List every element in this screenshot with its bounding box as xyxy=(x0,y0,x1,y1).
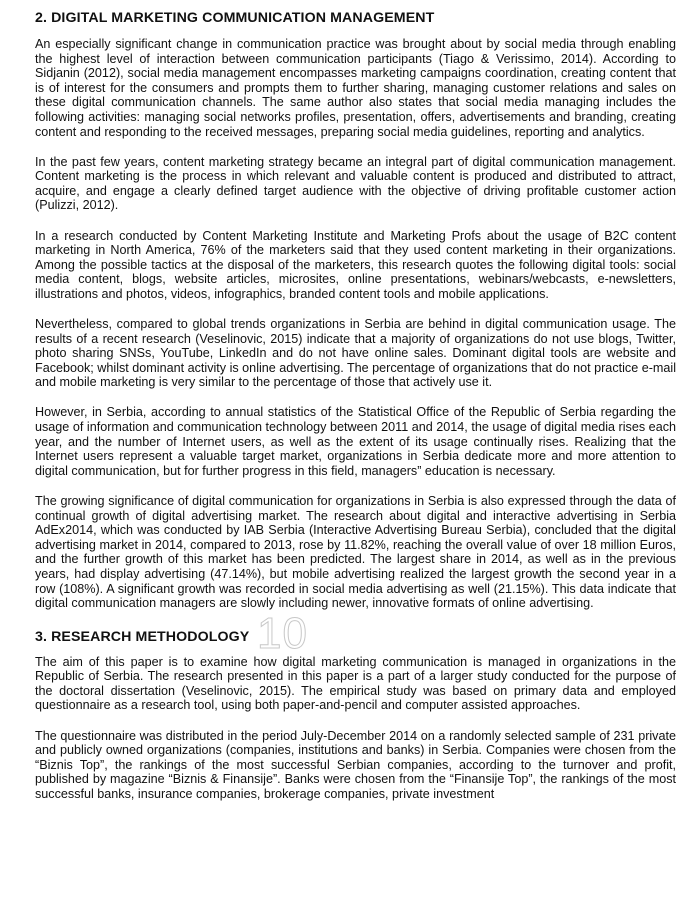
section-2-paragraph-4: Nevertheless, compared to global trends organizations in Serbia are behind in digital communication usage. The results of a recent research (Veselinovic, 2015) indicate that a majority of organizations do not use blogs, Twitter, photo sharing SNSs, YouTube, LinkedIn and do not have online sales. Dominant digital tools are website and Facebook; whilst dominant activity is online advertising. The percentage of organizations that do not practice e-mail and mobile marketing is very similar to the percentage of those that actively use it. xyxy=(35,317,676,390)
section-3-paragraph-2: The questionnaire was distributed in the period July-December 2014 on a randomly selected sample of 231 private and publicly owned organizations (companies, institutions and banks) in Serbia. Companies were chosen from the “Biznis Top”, the rankings of the most successful Serbian companies, according to the turnover and profit, published by magazine “Biznis & Finansije”. Banks were chosen from the “Finansije Top”, the rankings of the most successful banks, insurance companies, brokerage companies, private investment xyxy=(35,728,676,801)
section-2-paragraph-2: In the past few years, content marketing strategy became an integral part of digital communication management. Content marketing is the process in which relevant and valuable content is produced and distributed to attract, acquire, and engage a clearly defined target audience with the objective of driving profitable customer action (Pulizzi, 2012). xyxy=(35,154,676,213)
section-2-paragraph-6: The growing significance of digital communication for organizations in Serbia is also expressed through the data of continual growth of digital advertising market. The research about digital and interactive advertising in Serbia AdEx2014, which was conducted by IAB Serbia (Interactive Advertising Bureau Serbia), concluded that the digital advertising market in 2014, compared to 2013, rose by 11.82%, reaching the overall value of over 18 million Euros, and the further growth of this market has been predicted. The largest share in 2014, as well as in the previous years, had display advertising (47.14%), but mobile advertising realized the largest growth the second year in a row (108%). A significant growth was recorded in social media advertising as well (21.15%). This data indicate that digital communication managers are slowly including newer, innovative formats of online advertising. xyxy=(35,493,676,611)
section-2-paragraph-5: However, in Serbia, according to annual statistics of the Statistical Office of the Republic of Serbia regarding the usage of information and communication technology between 2011 and 2014, the usage of digital media rises each year, and the number of Internet users, as well as the extent of its usage continually rises. Realizing that the Internet users represent a valuable target market, organizations in Serbia dedicate more and more attention to digital communication, but for further progress in this field, managers” education is necessary. xyxy=(35,405,676,478)
section-2-paragraph-1: An especially significant change in communication practice was brought about by social media through enabling the highest level of interaction between communication participants (Tiago & Verissimo, 2014). According to Sidjanin (2012), social media management encompasses marketing campaigns coordination, creating content that is of interest for the consumers and prompts them to further sharing, managing customer relations and sales on these digital communication channels. The same author also states that social media managing includes the following activities: managing social networks profiles, presentation, offers, advertisements and branding, creating content and responding to the received messages, preparing social media guidelines, reporting and analytics. xyxy=(35,37,676,139)
section-3-heading-row xyxy=(35,608,676,658)
section-3-paragraph-1: The aim of this paper is to examine how digital marketing communication is managed in organizations in the Republic of Serbia. The research presented in this paper is a part of a larger study conducted for the purpose of the doctoral dissertation (Veselinovic, 2015). The empirical study was based on primary data and employed questionnaire as a research tool, using both paper-and-pencil and computer assisted approaches. xyxy=(35,654,676,713)
section-3-heading: 3. RESEARCH METHODOLOGY xyxy=(35,628,250,645)
document-page xyxy=(35,10,676,817)
section-2-heading: 2. DIGITAL MARKETING COMMUNICATION MANAGEMENT xyxy=(35,10,435,26)
page-number: 10 xyxy=(257,608,308,658)
section-2-paragraph-3: In a research conducted by Content Marketing Institute and Marketing Profs about the usage of B2C content marketing in North America, 76% of the marketers said that they used content marketing in their organizations. Among the possible tactics at the disposal of the marketers, this research quotes the following digital tools: social media content, blogs, website articles, microsites, online presentations, webinars/webcasts, e-newsletters, illustrations and photos, videos, infographics, branded content tools and mobile applications. xyxy=(35,228,676,301)
